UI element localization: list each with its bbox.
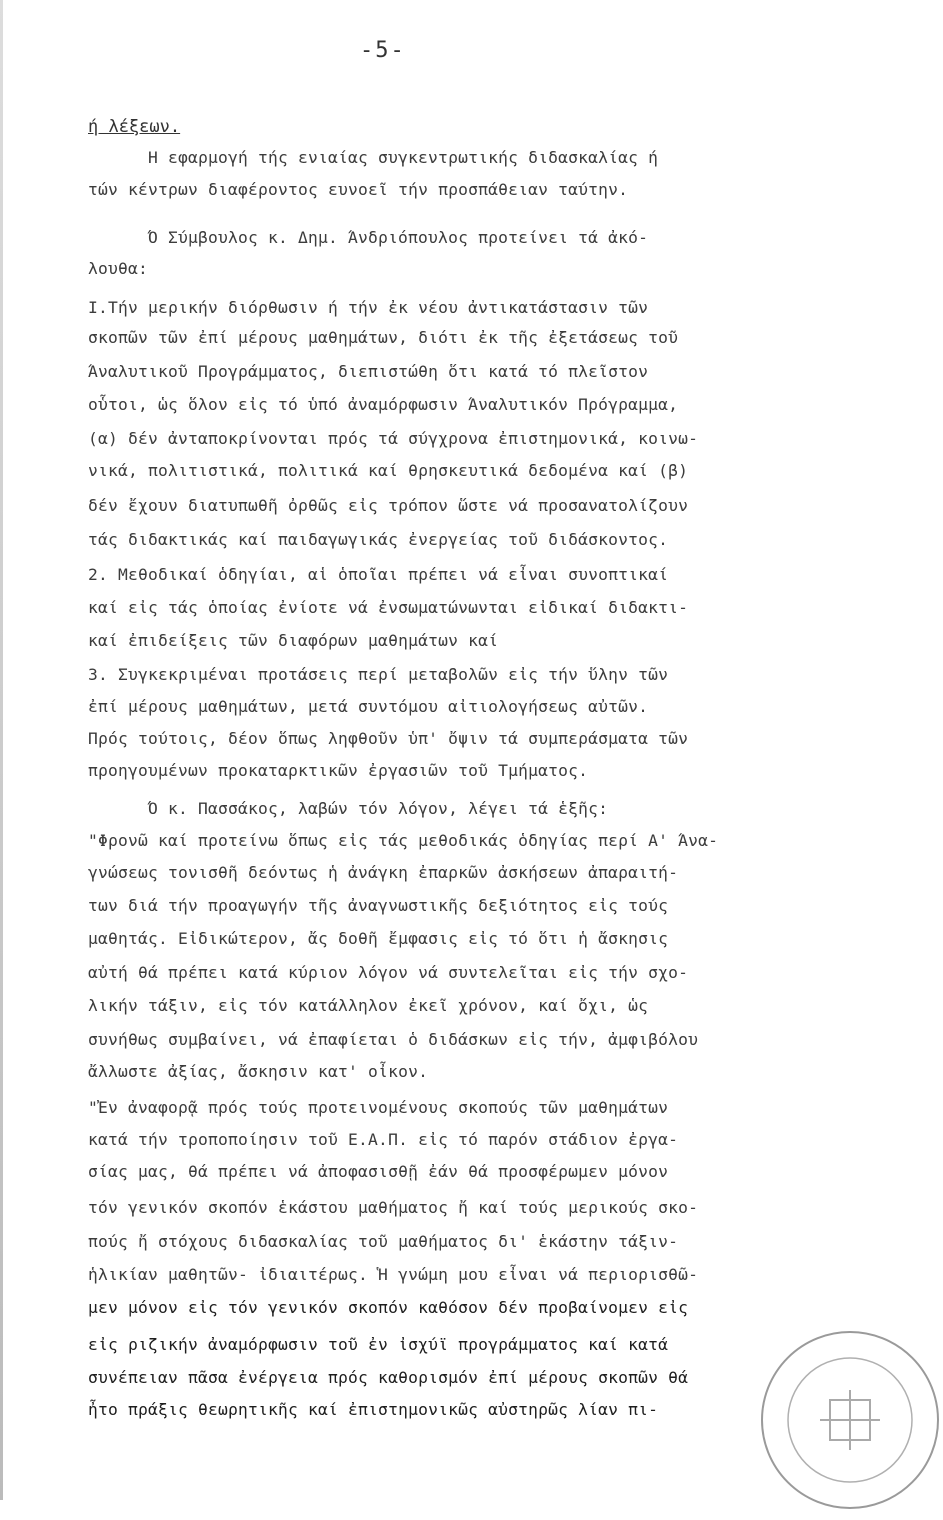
text-line: Πρός τούτοις, δέον ὅπως ληφθοῦν ὑπ' ὄψιν τά συμπεράσματα τῶν <box>88 729 689 748</box>
text-line: 3. Συγκεκριμέναι προτάσεις περί μεταβολῶν εἰς τήν ὕλην τῶν <box>88 665 669 684</box>
text-line: λικήν τάξιν, εἰς τόν κατάλληλον ἐκεῖ χρόνον, καί ὄχι, ὡς <box>88 996 649 1015</box>
text-line: σκοπῶν τῶν ἐπί μέρους μαθημάτων, διότι ἐκ τῆς ἐξετάσεως τοῦ <box>88 328 679 347</box>
text-line: ἐπί μέρους μαθημάτων, μετά συντόμου αἰτιολογήσεως αὐτῶν. <box>88 697 649 716</box>
text-line: "Ἐν ἀναφορᾷ πρός τούς προτεινομένους σκοπούς τῶν μαθημάτων <box>88 1098 669 1117</box>
text-line: συνέπειαν πᾶσα ἐνέργεια πρός καθορισμόν ἐπί μέρους σκοπῶν θά <box>88 1368 689 1387</box>
text-line: σίας μας, θά πρέπει νά ἀποφασισθῇ ἐάν θά προσφέρωμεν μόνον <box>88 1162 669 1181</box>
text-line: των διά τήν προαγωγήν τῆς ἀναγνωστικῆς δεξιότητος εἰς τούς <box>88 896 669 915</box>
text-line: καί ἐπιδείξεις τῶν διαφόρων μαθημάτων καί <box>88 631 499 650</box>
text-line: τόν γενικόν σκοπόν ἑκάστου μαθήματος ἤ καί τούς μερικούς σκο- <box>88 1198 699 1217</box>
text-line: πούς ἤ στόχους διδασκαλίας τοῦ μαθήματος δι' ἑκάστην τάξιν- <box>88 1232 679 1251</box>
text-line: ἄλλωστε ἀξίας, ἄσκησιν κατ' οἶκον. <box>88 1062 429 1081</box>
page-left-edge <box>0 0 3 1500</box>
section-heading: ή λέξεων. <box>88 117 181 137</box>
text-line: ἡλικίαν μαθητῶν- ἰδιαιτέρως. Ἡ γνώμη μου εἶναι νά περιορισθῶ- <box>88 1265 699 1284</box>
text-line: οὗτοι, ὡς ὅλον εἰς τό ὑπό ἀναμόρφωσιν Άναλυτικόν Πρόγραμμα, <box>88 395 679 414</box>
text-line: τών κέντρων διαφέροντος ευνοεῖ τήν προσπάθειαν ταύτην. <box>88 180 629 199</box>
text-line: προηγουμένων προκαταρκτικῶν ἐργασιῶν τοῦ Τμήματος. <box>88 761 589 780</box>
text-line: "Φρονῶ καί προτείνω ὅπως εἰς τάς μεθοδικάς ὁδηγίας περί Α' Άνα- <box>88 831 719 850</box>
text-line: Ό κ. Πασσάκος, λαβών τόν λόγον, λέγει τά ἑξῆς: <box>148 799 609 818</box>
text-line: μεν μόνον εἰς τόν γενικόν σκοπόν καθόσον δέν προβαίνομεν εἰς <box>88 1298 689 1317</box>
text-line: συνήθως συμβαίνει, νά ἐπαφίεται ὁ διδάσκων εἰς τήν, ἀμφιβόλου <box>88 1030 699 1049</box>
text-line: Ι.Τήν μερικήν διόρθωσιν ή τήν ἐκ νέου ἀντικατάστασιν τῶν <box>88 298 649 317</box>
text-line: Η εφαρμογή τής ενιαίας συγκεντρωτικής διδασκαλίας ή <box>148 148 659 167</box>
text-line: 2. Μεθοδικαί ὁδηγίαι, αἱ ὁποῖαι πρέπει νά εἶναι συνοπτικαί <box>88 565 669 584</box>
text-line: νικά, πολιτιστικά, πολιτικά καί θρησκευτικά δεδομένα καί (β) <box>88 461 689 480</box>
text-line: γνώσεως τονισθῆ δεόντως ἡ ἀνάγκη ἐπαρκῶν ἀσκήσεων ἀπαραιτή- <box>88 863 679 882</box>
page-number: -5- <box>360 38 406 63</box>
text-line: δέν ἔχουν διατυπωθῆ ὀρθῶς εἰς τρόπον ὥστε νά προσανατολίζουν <box>88 496 689 515</box>
text-line: εἰς ριζικήν ἀναμόρφωσιν τοῦ ἐν ἰσχύϊ προγράμματος καί κατά <box>88 1335 669 1354</box>
text-line: ἦτο πράξις θεωρητικῆς καί ἐπιστημονικῶς αὐστηρῶς λίαν πι- <box>88 1400 659 1419</box>
text-line: μαθητάς. Εἰδικώτερον, ἄς δοθῆ ἔμφασις εἰς τό ὅτι ἡ ἄσκησις <box>88 929 669 948</box>
text-line: αὐτή θά πρέπει κατά κύριον λόγον νά συντελεῖται εἰς τήν σχο- <box>88 963 689 982</box>
text-line: Ό Σύμβουλος κ. Δημ. Άνδριόπουλος προτείνει τά ἀκό- <box>148 228 649 247</box>
official-stamp <box>750 1320 943 1520</box>
text-line: κατά τήν τροποποίησιν τοῦ Ε.Α.Π. εἰς τό παρόν στάδιον ἐργα- <box>88 1130 679 1149</box>
text-line: Άναλυτικοῦ Προγράμματος, διεπιστώθη ὅτι κατά τό πλεῖστον <box>88 362 649 381</box>
text-line: καί εἰς τάς ὁποίας ἐνίοτε νά ἐνσωματώνωνται εἰδικαί διδακτι- <box>88 598 689 617</box>
text-line: τάς διδακτικάς καί παιδαγωγικάς ἐνεργείας τοῦ διδάσκοντος. <box>88 530 669 549</box>
text-line: λουθα: <box>88 259 149 278</box>
text-line: (α) δέν ἀνταποκρίνονται πρός τά σύγχρονα ἐπιστημονικά, κοινω- <box>88 429 699 448</box>
